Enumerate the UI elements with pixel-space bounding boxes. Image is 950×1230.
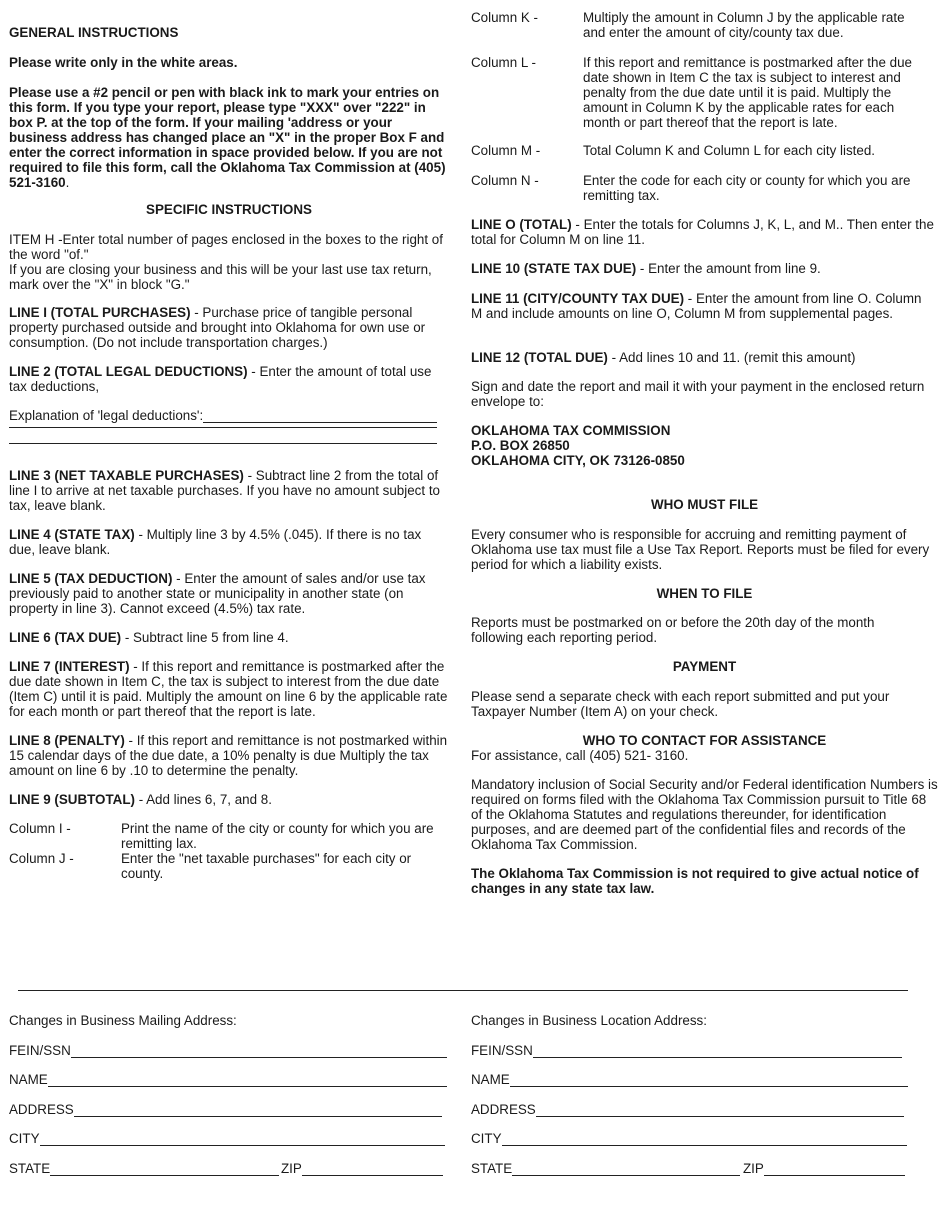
location-fein-field: FEIN/SSN xyxy=(471,1043,902,1058)
location-fein-input[interactable] xyxy=(533,1045,902,1058)
legal-deductions-explanation: Explanation of 'legal deductions': xyxy=(9,408,437,423)
location-address-field: ADDRESS xyxy=(471,1102,904,1117)
location-address-input[interactable] xyxy=(536,1104,904,1117)
general-instructions-heading: GENERAL INSTRUCTIONS xyxy=(9,25,179,40)
address-po-box: P.O. BOX 26850 xyxy=(471,438,570,453)
location-state-input[interactable] xyxy=(512,1163,740,1176)
explanation-line-3[interactable] xyxy=(9,443,437,444)
who-must-file-heading: WHO MUST FILE xyxy=(650,497,759,512)
mailing-state-input[interactable] xyxy=(50,1163,279,1176)
contact-heading: WHO TO CONTACT FOR ASSISTANCE xyxy=(582,733,827,748)
white-areas-note: Please write only in the white areas. xyxy=(9,55,238,70)
address-name: OKLAHOMA TAX COMMISSION xyxy=(471,423,671,438)
line-1-instruction: LINE I (TOTAL PURCHASES) - Purchase price of tangible personal property purchased outside and brought into Oklahoma for own use or consumption. (Do not include transportation charges.) xyxy=(9,305,426,350)
line-10-instruction: LINE 10 (STATE TAX DUE) - Enter the amount from line 9. xyxy=(471,261,821,276)
column-k-instruction: Column K - Multiply the amount in Column J by the applicable rate and enter the amount of city/county tax due. xyxy=(471,10,905,40)
line-5-instruction: LINE 5 (TAX DEDUCTION) - Enter the amount of sales and/or use tax previously paid to another state or municipality in another state (on property in line 3). Cannot exceed (4.5%) tax rate. xyxy=(9,571,426,616)
line-4-instruction: LINE 4 (STATE TAX) - Multiply line 3 by 4.5% (.045). If there is no tax due, leave blank. xyxy=(9,527,422,557)
mailing-changes-title: Changes in Business Mailing Address: xyxy=(9,1013,237,1028)
line-11-instruction: LINE 11 (CITY/COUNTY TAX DUE) - Enter the amount from line O. Column M and include amounts on line O, Column M from supplemental pages. xyxy=(471,291,922,321)
explanation-line-2[interactable] xyxy=(9,427,437,428)
specific-instructions-heading: SPECIFIC INSTRUCTIONS xyxy=(146,202,312,217)
location-zip-field: ZIP xyxy=(743,1161,905,1176)
mailing-address-input[interactable] xyxy=(74,1104,442,1117)
line-7-instruction: LINE 7 (INTEREST) - If this report and remittance is postmarked after the due date shown in Item C, the tax is subject to interest from the due date (Item C) until it is paid. Multiply the amount on line 6 by the applicable rate for each month or part thereof that the report is late. xyxy=(9,659,448,719)
when-to-file-heading: WHEN TO FILE xyxy=(656,586,753,601)
mailing-name-field: NAME xyxy=(9,1072,447,1087)
contact-phone: For assistance, call (405) 521- 3160. xyxy=(471,748,689,763)
mailing-address xyxy=(471,423,685,468)
location-zip-input[interactable] xyxy=(764,1163,905,1176)
mailing-city-input[interactable] xyxy=(40,1133,445,1146)
mailing-city-field: CITY xyxy=(9,1131,445,1146)
location-city-input[interactable] xyxy=(502,1133,907,1146)
column-m-instruction: Column M - Total Column K and Column L for each city listed. xyxy=(471,143,876,158)
mailing-zip-field: ZIP xyxy=(281,1161,443,1176)
no-actual-notice: The Oklahoma Tax Commission is not required to give actual notice of changes in any state tax law. xyxy=(471,866,919,896)
mailing-name-input[interactable] xyxy=(48,1074,447,1087)
mailing-state-field: STATE xyxy=(9,1161,279,1176)
line-12-instruction: LINE 12 (TOTAL DUE) - Add lines 10 and 11. (remit this amount) xyxy=(471,350,856,365)
mailing-fein-input[interactable] xyxy=(71,1045,447,1058)
column-l-instruction: Column L - If this report and remittance is postmarked after the due date shown in Item C the tax is subject to interest and penalty from the due date until it is paid. Multiply the amount in Column K by the applicable rates for each month or part thereof that the report is late. xyxy=(471,55,912,130)
payment-heading: PAYMENT xyxy=(672,659,737,674)
payment-text: Please send a separate check with each report submitted and put your Taxpayer Number (Item A) on your check. xyxy=(471,689,890,719)
column-n-instruction: Column N - Enter the code for each city or county for which you are remitting tax. xyxy=(471,173,911,203)
location-name-field: NAME xyxy=(471,1072,908,1087)
when-to-file-text: Reports must be postmarked on or before the 20th day of the month following each reporting period. xyxy=(471,615,875,645)
address-city: OKLAHOMA CITY, OK 73126-0850 xyxy=(471,453,685,468)
line-3-instruction: LINE 3 (NET TAXABLE PURCHASES) - Subtract line 2 from the total of line I to arrive at net taxable purchases. If you have no amount subject to tax, leave blank. xyxy=(9,468,440,513)
mailing-address-field: ADDRESS xyxy=(9,1102,442,1117)
column-i-instruction: Column I - Print the name of the city or county for which you are remitting lax. xyxy=(9,821,434,851)
line-2-instruction: LINE 2 (TOTAL LEGAL DEDUCTIONS) - Enter the amount of total use tax deductions, xyxy=(9,364,432,394)
line-6-instruction: LINE 6 (TAX DUE) - Subtract line 5 from line 4. xyxy=(9,630,289,645)
sign-and-mail-instruction: Sign and date the report and mail it with your payment in the enclosed return envelope to: xyxy=(471,379,925,409)
mandatory-ssn-notice: Mandatory inclusion of Social Security and/or Federal identification Numbers is required on forms filed with the Oklahoma Tax Commission pursuit to Title 68 of the Oklahoma Statutes and regulations thereunder, for identification purposes, and are deemed part of the confidential files and records of the Oklahoma Tax Commission. xyxy=(471,777,938,852)
column-j-instruction: Column J - Enter the "net taxable purchases" for each city or county. xyxy=(9,851,412,881)
location-state-field: STATE xyxy=(471,1161,740,1176)
explanation-line-1[interactable] xyxy=(203,410,437,423)
location-city-field: CITY xyxy=(471,1131,907,1146)
line-8-instruction: LINE 8 (PENALTY) - If this report and remittance is not postmarked within 15 calendar days of the due date, a 10% penalty is due Multiply the tax amount on line 6 by .10 to determine the penalty. xyxy=(9,733,448,778)
location-name-input[interactable] xyxy=(510,1074,908,1087)
mailing-fein-field: FEIN/SSN xyxy=(9,1043,447,1058)
line-9-instruction: LINE 9 (SUBTOTAL) - Add lines 6, 7, and 8. xyxy=(9,792,272,807)
item-h-instruction: ITEM H -Enter total number of pages enclosed in the boxes to the right of the word "of." xyxy=(9,232,443,262)
location-changes-title: Changes in Business Location Address: xyxy=(471,1013,707,1028)
section-divider xyxy=(18,990,908,991)
closing-business-instruction: If you are closing your business and this will be your last use tax return, mark over the "X" in block "G." xyxy=(9,262,432,292)
who-must-file-text: Every consumer who is responsible for accruing and remitting payment of Oklahoma use tax must file a Use Tax Report. Reports must be filed for every period for which a liability exists. xyxy=(471,527,930,572)
mailing-zip-input[interactable] xyxy=(302,1163,443,1176)
pencil-instructions: Please use a #2 pencil or pen with black ink to mark your entries on this form. If you type your report, please type "XXX" over "222" in box P. at the top of the form. If your mailing 'address or your business address has changed place an "X" in the proper Box F and enter the correct information in space provided below. If you are not required to file this form, call the Oklahoma Tax Commission at (405) 521-3160. xyxy=(9,85,446,190)
line-o-instruction: LINE O (TOTAL) - Enter the totals for Columns J, K, L, and M.. Then enter the total for Column M on line 11. xyxy=(471,217,934,247)
